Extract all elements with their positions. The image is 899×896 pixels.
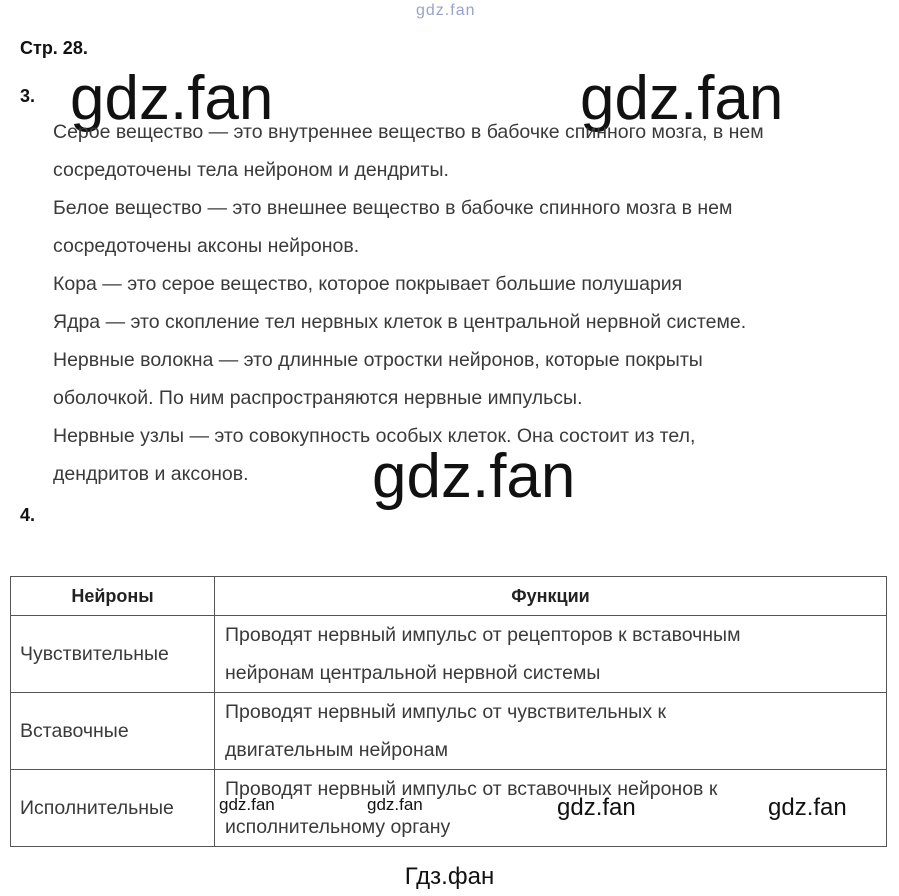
watermark-table-2: gdz.fan — [367, 795, 423, 814]
table-header-row — [11, 577, 887, 616]
function-line: исполнительному органу — [225, 816, 451, 838]
task-3-number: 3. — [20, 86, 36, 106]
function-line: Проводят нервный импульс от чувствительных к — [225, 701, 667, 723]
task-3-line: Серое вещество — это внутреннее вещество в бабочке спинного мозга, в нем — [53, 121, 764, 143]
function-line: двигательным нейронам — [225, 739, 449, 761]
table-row — [11, 770, 887, 847]
neuron-type-cell: Вставочные — [11, 693, 215, 770]
neurons-table — [10, 576, 887, 847]
watermark-table-3: gdz.fan — [557, 794, 636, 821]
neuron-function-cell — [215, 693, 887, 770]
task-4-number: 4. — [20, 505, 36, 525]
function-line: нейронам центральной нервной системы — [225, 662, 601, 684]
table-row — [11, 616, 887, 693]
task-3-line: сосредоточены тела нейроном и дендриты. — [53, 159, 449, 181]
column-header-functions: Функции — [215, 577, 887, 616]
watermark-table-1: gdz.fan — [219, 795, 275, 814]
watermark-large-left: gdz.fan — [70, 64, 274, 133]
footer-label: Гдз.фан — [404, 863, 495, 890]
page-heading: Стр. 28. — [20, 38, 88, 58]
function-line: Проводят нервный импульс от вставочных нейронов к — [225, 778, 718, 800]
table-row — [11, 693, 887, 770]
task-3-line: Белое вещество — это внешнее вещество в бабочке спинного мозга в нем — [53, 197, 733, 219]
task-3-line: оболочкой. По ним распространяются нервные импульсы. — [53, 387, 583, 409]
task-3-line: Кора — это серое вещество, которое покрывает большие полушария — [53, 273, 683, 295]
column-header-neurons: Нейроны — [11, 577, 215, 616]
watermark-table-4: gdz.fan — [768, 794, 847, 821]
task-3-line: Нервные волокна — это длинные отростки нейронов, которые покрыты — [53, 349, 703, 371]
neuron-function-cell — [215, 616, 887, 693]
watermark-top: gdz.fan — [416, 2, 476, 19]
task-3-line: Нервные узлы — это совокупность особых клеток. Она состоит из тел, — [53, 425, 696, 447]
task-3-line: Ядра — это скопление тел нервных клеток в центральной нервной системе. — [53, 311, 747, 333]
watermark-large-right: gdz.fan — [580, 64, 784, 133]
task-3-line: сосредоточены аксоны нейронов. — [53, 235, 360, 257]
neuron-type-cell: Исполнительные — [11, 770, 215, 847]
function-line: Проводят нервный импульс от рецепторов к вставочным — [225, 624, 741, 646]
neuron-type-cell: Чувствительные — [11, 616, 215, 693]
task-3-line: дендритов и аксонов. — [53, 463, 249, 485]
watermark-large-center: gdz.fan — [372, 442, 576, 511]
